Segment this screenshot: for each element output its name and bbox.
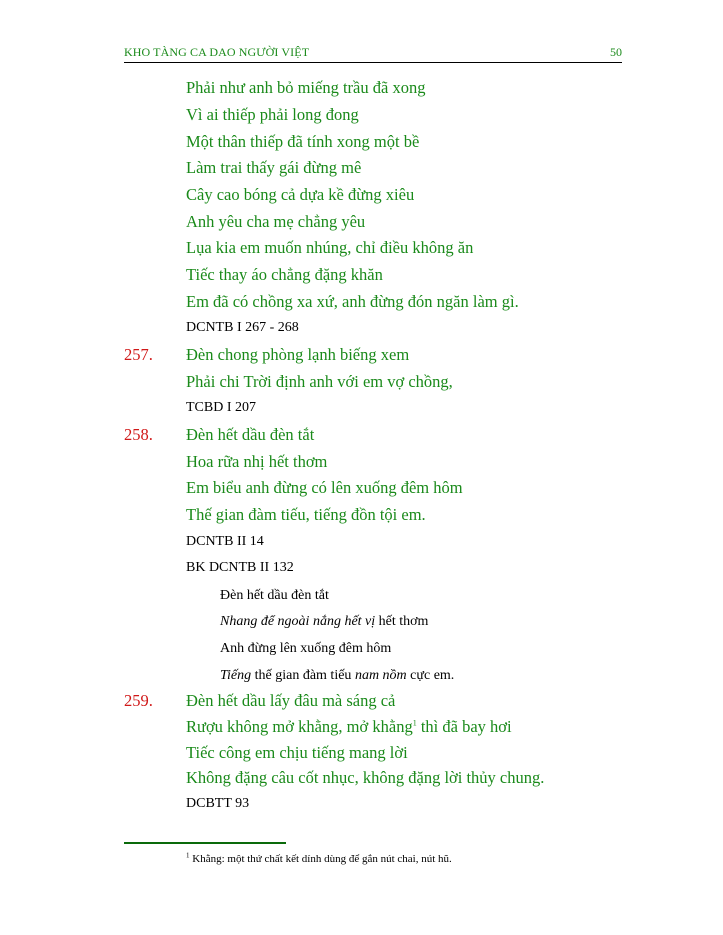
verse-line: Tiếc công em chịu tiếng mang lời xyxy=(186,743,408,762)
footnote-text: Khằng: một thứ chất kết dính dùng để gắn nút chai, nút hũ. xyxy=(189,853,452,865)
source-citation: DCBTT 93 xyxy=(186,796,250,811)
book-title: KHO TÀNG CA DAO NGƯỜI VIỆT xyxy=(124,45,310,59)
variant-line xyxy=(220,614,428,630)
verse-line: Đèn hết dầu đèn tắt xyxy=(186,425,315,444)
verse-line: Hoa rữa nhị hết thơm xyxy=(186,452,328,471)
variant-italic: Tiếng xyxy=(220,668,252,683)
verse-line: Phải chi Trời định anh với em vợ chồng, xyxy=(186,372,453,391)
source-citation: DCNTB I 267 - 268 xyxy=(186,320,299,335)
verse-line: Tiếc thay áo chẳng đặng khăn xyxy=(186,265,383,284)
source-citation: BK DCNTB II 132 xyxy=(186,560,294,575)
poem-number: 258. xyxy=(124,425,153,444)
verse-line: Làm trai thấy gái đừng mê xyxy=(186,158,362,177)
verse-line: Một thân thiếp đã tính xong một bề xyxy=(186,132,420,151)
variant-line xyxy=(220,668,454,684)
variant-line: Đèn hết dầu đèn tắt xyxy=(220,588,329,603)
verse-line: Lụa kia em muốn nhúng, chỉ điều không ăn xyxy=(186,238,474,257)
variant-line: Anh đừng lên xuống đêm hôm xyxy=(220,641,392,656)
verse-text: Rượu không mở khằng, mở khằng xyxy=(186,717,413,736)
verse-line: Đèn hết dầu lấy đâu mà sáng cả xyxy=(186,691,396,710)
footnote-divider xyxy=(124,842,286,844)
source-citation: DCNTB II 14 xyxy=(186,534,264,549)
verse-line: Phải như anh bỏ miếng trầu đã xong xyxy=(186,78,426,97)
verse-line: Anh yêu cha mẹ chẳng yêu xyxy=(186,212,366,231)
variant-italic: Nhang để ngoài nắng hết vị xyxy=(220,614,376,629)
verse-line: Vì ai thiếp phải long đong xyxy=(186,105,359,124)
verse-line: Thế gian đàm tiếu, tiếng đồn tội em. xyxy=(186,505,426,524)
source-citation: TCBD I 207 xyxy=(186,400,256,415)
poem-number: 257. xyxy=(124,345,153,364)
page-header xyxy=(124,44,622,63)
variant-text: cực em. xyxy=(406,668,455,683)
variant-text: hết thơm xyxy=(375,614,429,629)
variant-italic: nam nồm xyxy=(354,668,407,683)
verse-text: thì đã bay hơi xyxy=(416,717,512,736)
verse-line: Không đặng câu cốt nhục, không đặng lời thủy chung. xyxy=(186,768,545,787)
verse-line: Em đã có chồng xa xứ, anh đừng đón ngăn làm gì. xyxy=(186,292,519,311)
page-number: 50 xyxy=(610,45,622,59)
footnote-number: 1 xyxy=(186,851,190,860)
variant-text: thế gian đàm tiếu xyxy=(251,668,355,683)
footnote xyxy=(186,853,452,865)
verse-line xyxy=(186,717,512,737)
footnote-marker: 1 xyxy=(412,718,417,728)
verse-line: Em biểu anh đừng có lên xuống đêm hôm xyxy=(186,478,463,497)
verse-line: Cây cao bóng cả dựa kề đừng xiêu xyxy=(186,185,415,204)
poem-number: 259. xyxy=(124,691,153,710)
verse-line: Đèn chong phòng lạnh biếng xem xyxy=(186,345,410,364)
